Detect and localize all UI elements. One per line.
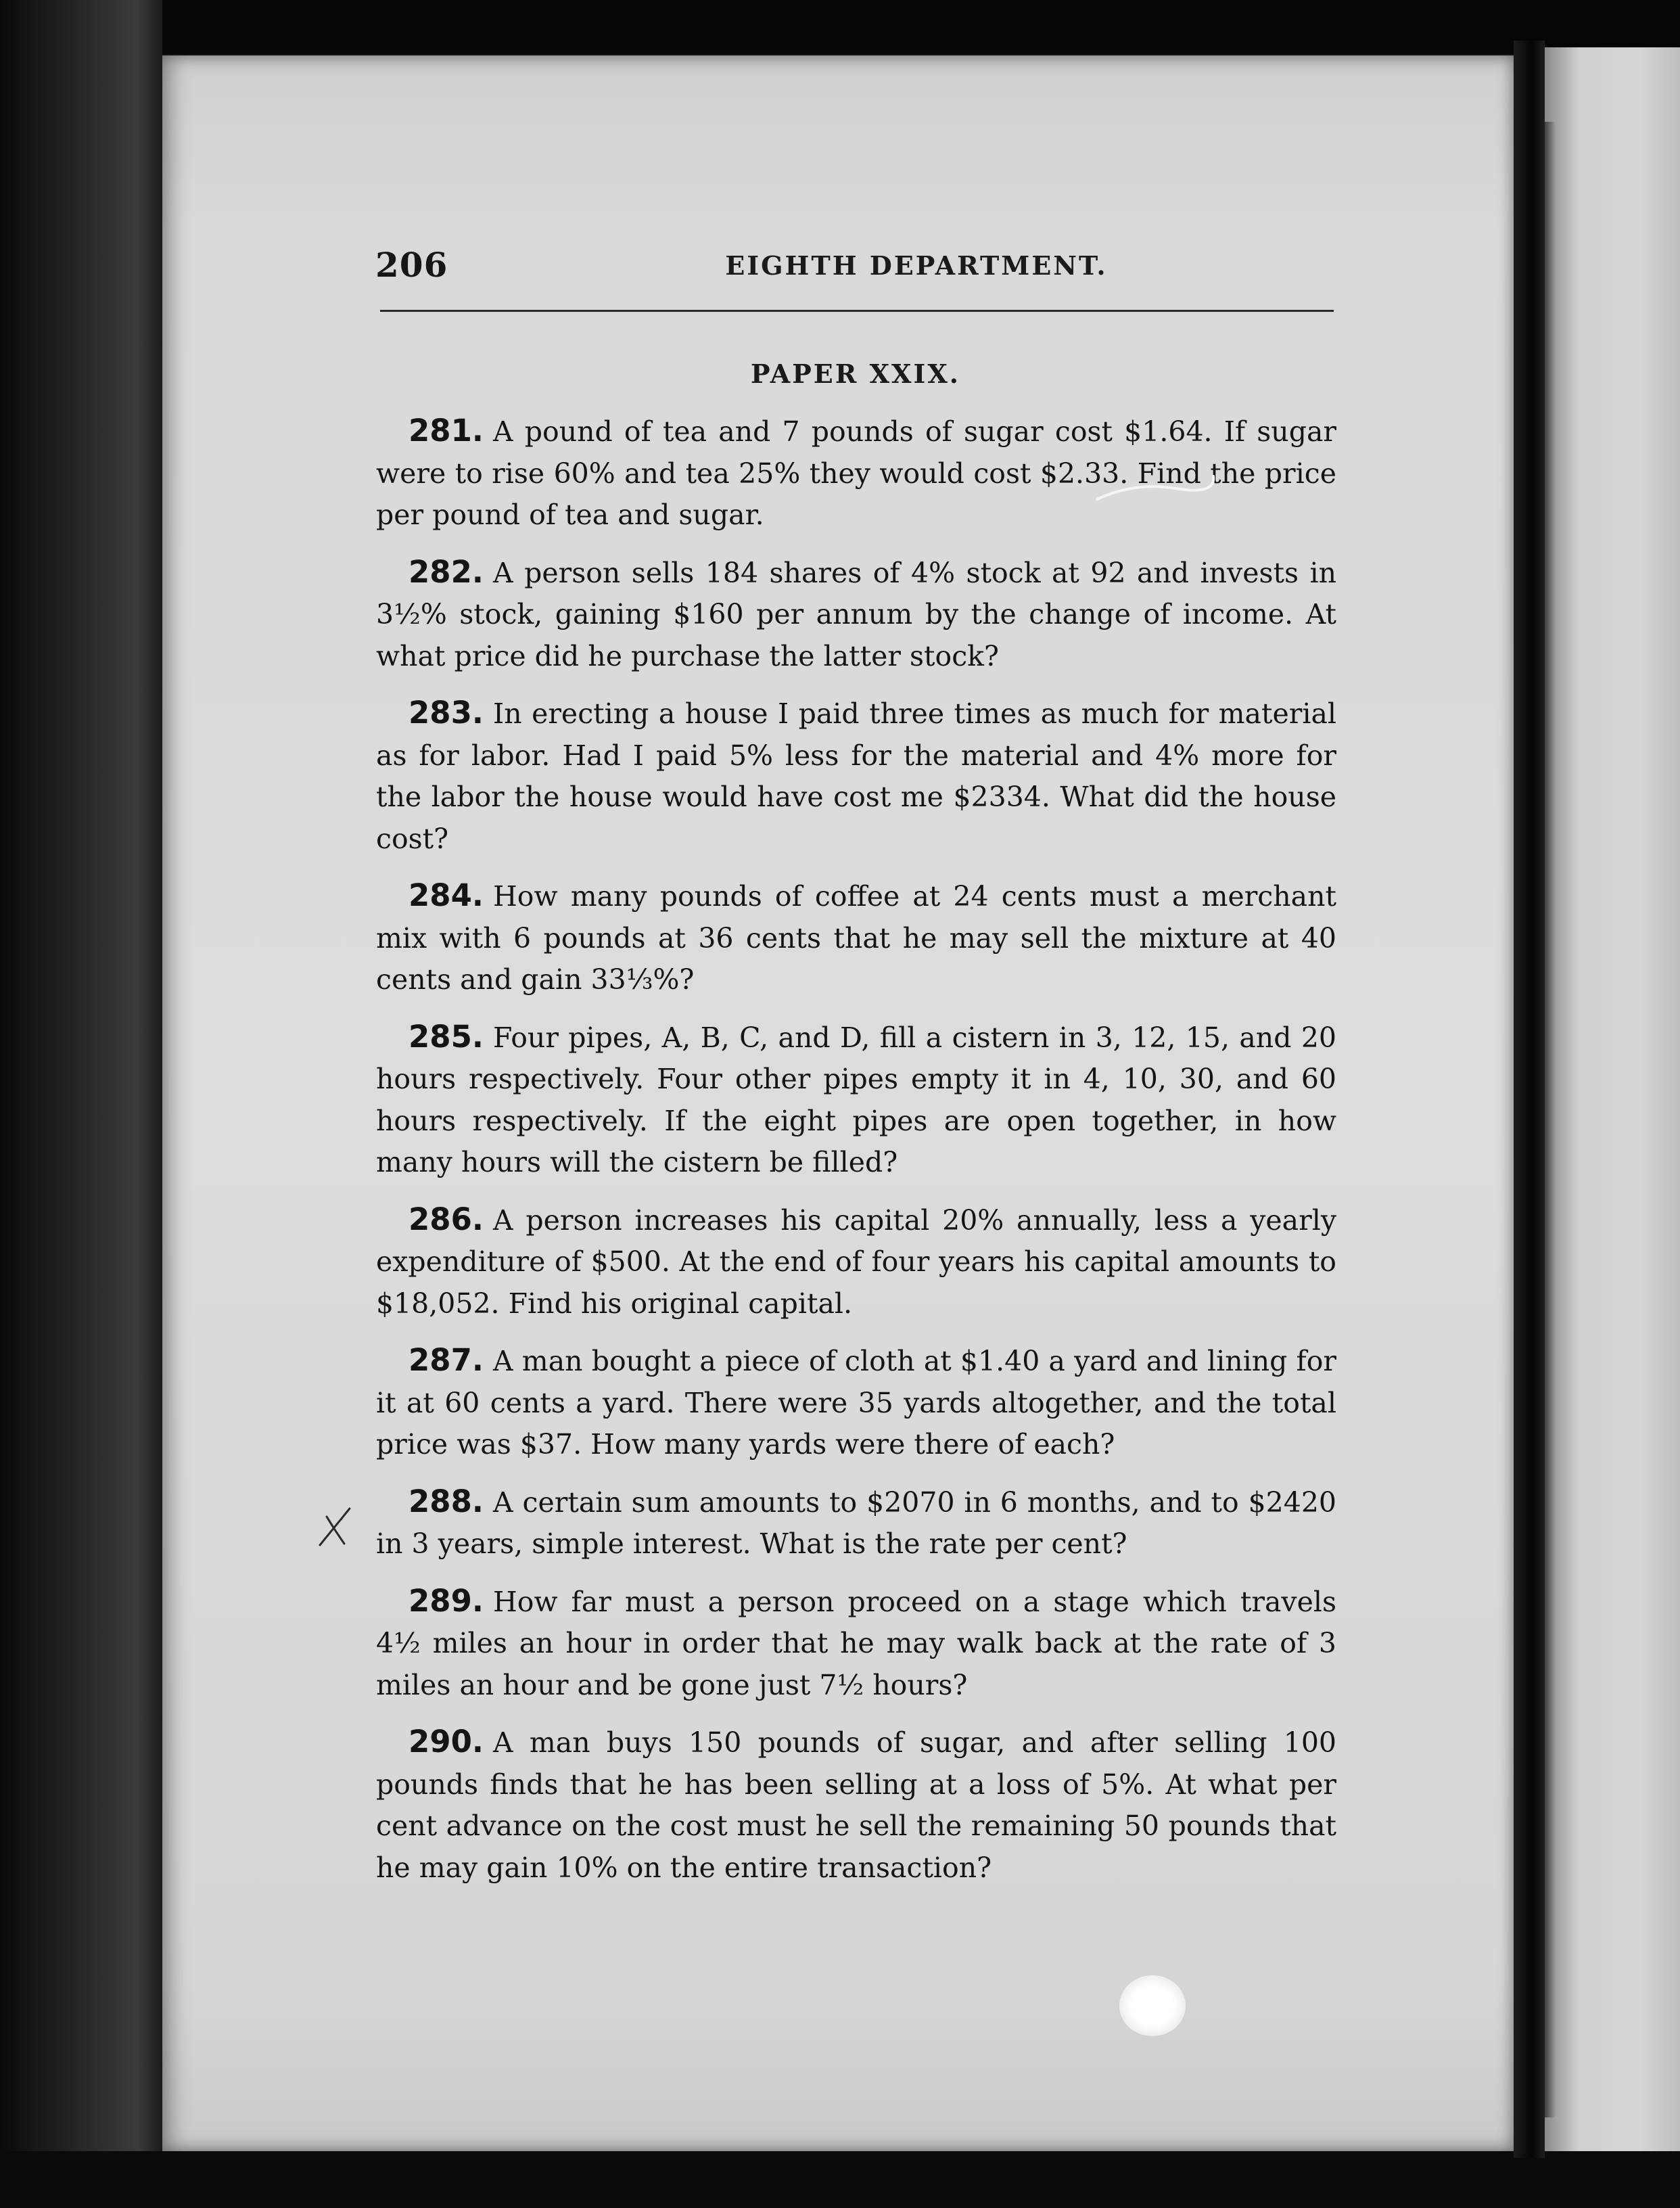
problem-text: A person increases his capital 20% annually, less a yearly expenditure of $500. At the end of four years his capital amounts to $18,052. Find his original capital. (376, 1203, 1336, 1320)
problem-number: 286. (409, 1201, 484, 1237)
problem-text: A pound of tea and 7 pounds of sugar cost $1.64. If sugar were to rise 60% and tea 25% they would cost $2.33. Find the price per pound of tea and sugar. (376, 415, 1336, 531)
problem-list (376, 410, 1336, 1904)
page-number: 206 (375, 245, 448, 285)
problem-text: A certain sum amounts to $2070 in 6 months, and to $2420 in 3 years, simple interest. What is the rate per cent? (376, 1486, 1336, 1560)
problem-text: In erecting a house I paid three times as much for material as for labor. Had I paid 5% less for the material and 4% more for the labor the house would have cost me $2334. What did the house cost? (376, 697, 1336, 855)
scratch-mark (1094, 468, 1216, 509)
problem-290 (376, 1721, 1336, 1889)
running-title: EIGHTH DEPARTMENT. (725, 250, 1108, 281)
problem-text: A man bought a piece of cloth at $1.40 a yard and lining for it at 60 cents a yard. There were 35 yards altogether, and the total price was $37. How many yards were there of each? (376, 1345, 1336, 1460)
problem-number: 282. (409, 553, 484, 590)
problem-text: A person sells 184 shares of 4% stock at 92 and invests in 3½% stock, gaining $160 per annum by the change of income. At what price did he purchase the latter stock? (376, 556, 1336, 672)
film-border-top (0, 0, 1680, 54)
problem-287 (376, 1339, 1336, 1466)
problem-283 (376, 692, 1336, 860)
problem-284 (376, 875, 1336, 1001)
problem-285 (376, 1016, 1336, 1184)
problem-text: Four pipes, A, B, C, and D, fill a cistern in 3, 12, 15, and 20 hours respectively. Four other pipes empty it in 4, 10, 30, and 60 hours respectively. If the eight pipes are open together, in how many hours will the cistern be filled? (376, 1021, 1336, 1178)
pencil-cross-mark (314, 1503, 355, 1550)
problem-number: 285. (409, 1018, 484, 1055)
running-head (375, 245, 1336, 292)
problem-number: 288. (409, 1483, 484, 1519)
problem-text: How many pounds of coffee at 24 cents must a merchant mix with 6 pounds at 36 cents that he may sell the mixture at 40 cents and gain 33⅓%? (376, 880, 1336, 996)
film-border-bottom (0, 2151, 1680, 2208)
problem-282 (376, 551, 1336, 678)
problem-number: 290. (409, 1724, 484, 1760)
film-border-left (0, 0, 162, 2208)
problem-text: How far must a person proceed on a stage which travels 4½ miles an hour in order that he may walk back at the rate of 3 miles an hour and be gone just 7½ hours? (376, 1585, 1336, 1701)
problem-text: A man buys 150 pounds of sugar, and after selling 100 pounds finds that he has been selling at a loss of 5%. At what per cent advance on the cost must he sell the remaining 50 pounds that he may gain 10% on the entire transaction? (376, 1726, 1336, 1884)
section-heading: PAPER XXIX. (750, 359, 961, 389)
film-blemish (1119, 1975, 1186, 2036)
facing-page-edge (1545, 47, 1680, 2151)
problem-number: 289. (409, 1582, 484, 1619)
book-gutter (1514, 41, 1545, 2158)
header-rule (380, 310, 1334, 312)
problem-286 (376, 1199, 1336, 1325)
problem-number: 281. (409, 413, 484, 448)
problem-number: 283. (409, 695, 484, 731)
problem-number: 287. (409, 1342, 484, 1378)
problem-288 (376, 1481, 1336, 1565)
problem-number: 284. (409, 877, 484, 913)
problem-289 (376, 1580, 1336, 1707)
